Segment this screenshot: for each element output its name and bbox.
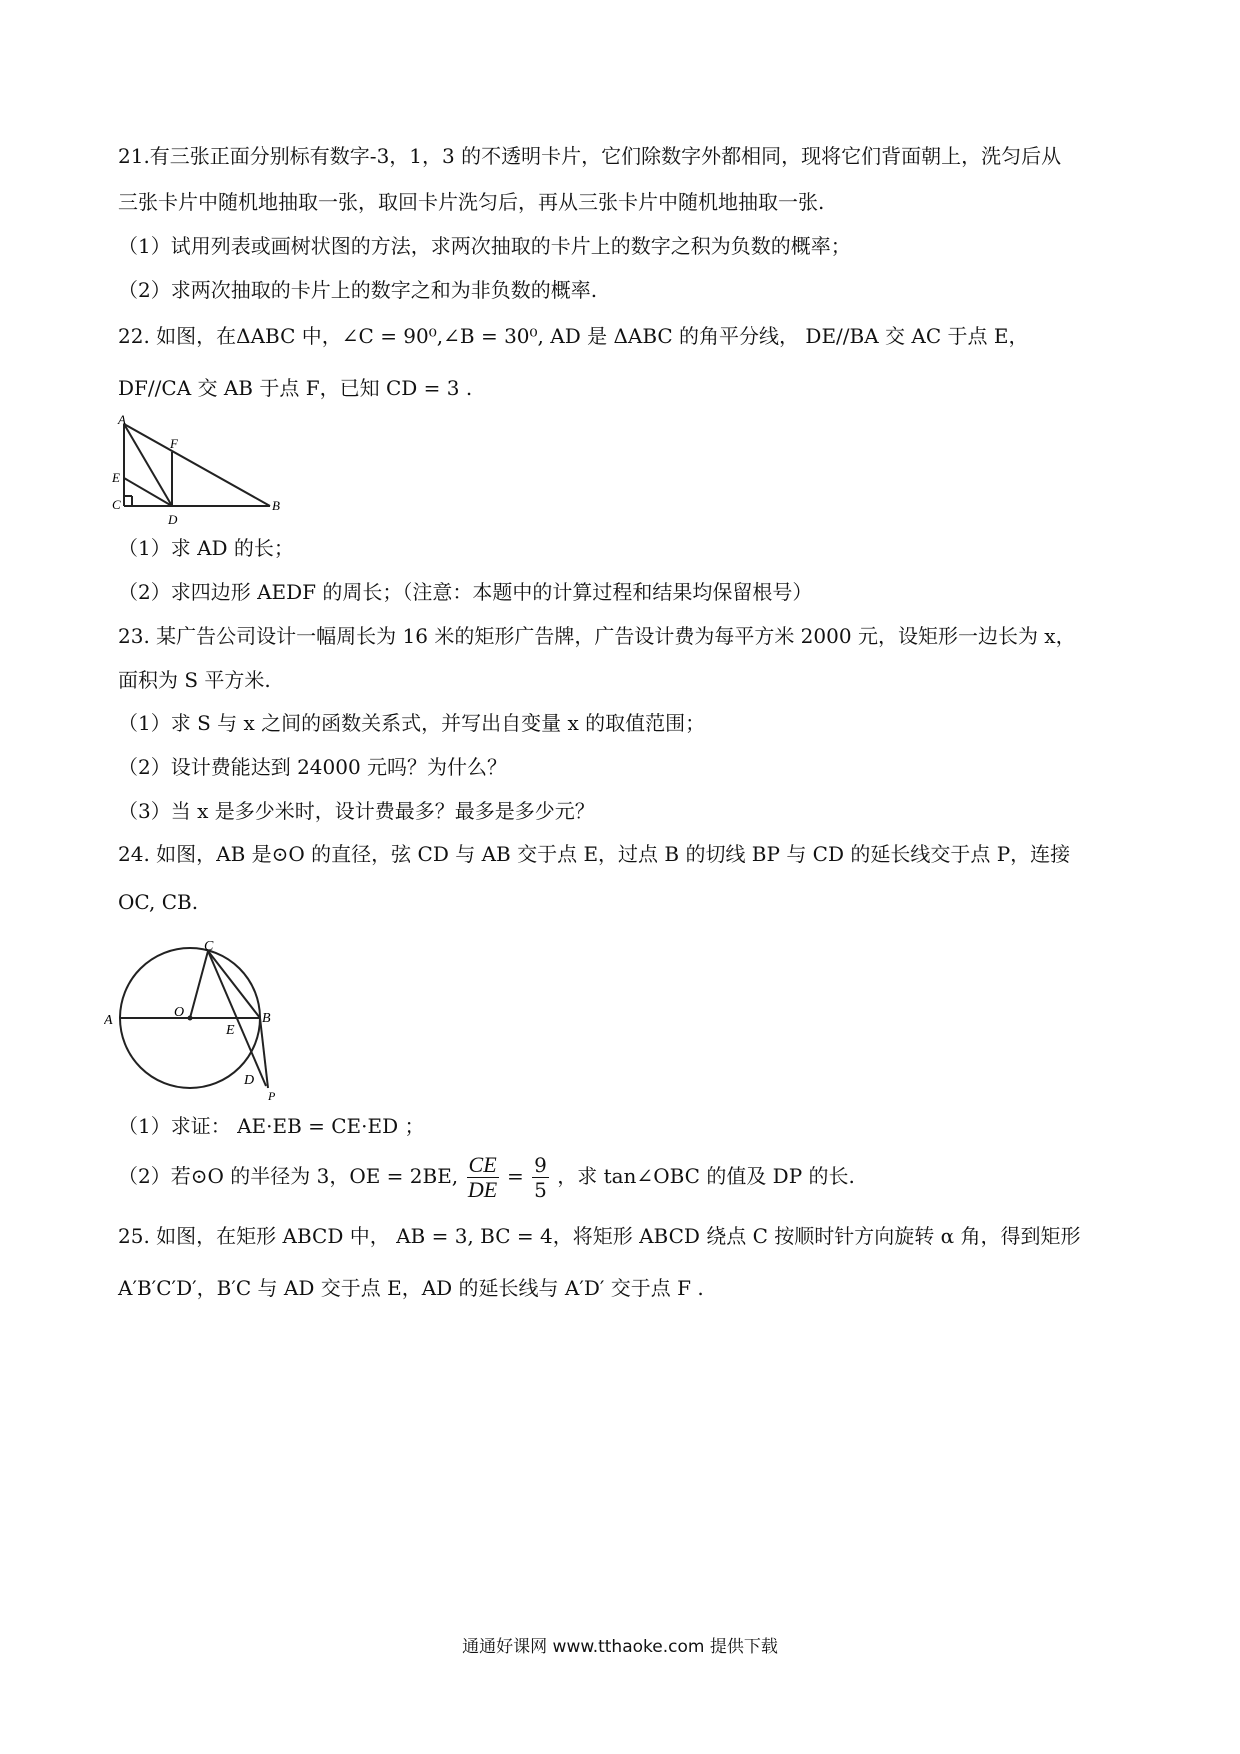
fraction2-denominator: 5 — [534, 1178, 547, 1202]
fraction-ce-de — [467, 1153, 499, 1202]
label-p: P — [268, 1089, 276, 1103]
triangle-figure — [112, 410, 322, 540]
q25-line-2: A′B′C′D′，B′C 与 AD 交于点 E，AD 的延长线与 A′D′ 交于点 F . — [118, 1276, 704, 1300]
label-d: D — [168, 512, 178, 527]
q21-part-1: （1）试用列表或画树状图的方法，求两次抽取的卡片上的数字之积为负数的概率； — [118, 234, 851, 258]
q24-part-2-start: （2）若⊙O 的半径为 3，OE = 2BE, — [118, 1164, 459, 1188]
segment-ad — [124, 424, 172, 506]
label-c: C — [204, 939, 214, 954]
center-dot — [188, 1016, 193, 1021]
q22-line-1: 22. 如图，在ΔABC 中，∠C = 90⁰,∠B = 30⁰, AD 是 ΔABC 的角平分线， DE//BA 交 AC 于点 E， — [118, 324, 1029, 348]
q24-part-2 — [118, 1150, 855, 1202]
q24-part-1: （1）求证： AE·EB = CE·ED ； — [118, 1114, 425, 1138]
fraction-numerator: CE — [468, 1152, 497, 1177]
label-o: O — [174, 1005, 185, 1020]
segment-oc — [190, 951, 208, 1018]
segment-ab — [124, 424, 270, 506]
q22-line-2: DF//CA 交 AB 于点 F，已知 CD = 3 . — [118, 376, 473, 400]
q22-part-1: （1）求 AD 的长； — [118, 536, 294, 560]
fraction-denominator: DE — [467, 1177, 498, 1202]
q24-line-2: OC, CB. — [118, 890, 199, 914]
label-a: A — [118, 412, 126, 427]
fraction2-numerator: 9 — [534, 1153, 547, 1177]
q22-part-2: （2）求四边形 AEDF 的周长；（注意：本题中的计算过程和结果均保留根号） — [118, 580, 813, 604]
page-footer: 通通好课网 www.tthaoke.com 提供下载 — [462, 1637, 778, 1657]
circle-figure — [104, 938, 304, 1108]
q23-part-3: （3）当 x 是多少米时，设计费最多？最多是多少元？ — [118, 799, 595, 823]
q21-line-1: 21.有三张正面分别标有数字-3，1，3 的不透明卡片，它们除数字外都相同，现将它们背面朝上，洗匀后从 — [118, 144, 1062, 168]
equals-sign: = — [507, 1164, 524, 1188]
label-f: F — [170, 436, 178, 451]
q23-line-1: 23. 某广告公司设计一幅周长为 16 米的矩形广告牌，广告设计费为每平方米 2000 元，设矩形一边长为 x， — [118, 624, 1076, 648]
q25-line-1: 25. 如图，在矩形 ABCD 中， AB = 3, BC = 4，将矩形 ABCD 绕点 C 按顺时针方向旋转 α 角，得到矩形 — [118, 1224, 1081, 1248]
q23-part-1: （1）求 S 与 x 之间的函数关系式，并写出自变量 x 的取值范围； — [118, 711, 706, 735]
label-b: B — [262, 1011, 271, 1026]
q21-part-2: （2）求两次抽取的卡片上的数字之和为非负数的概率. — [118, 278, 598, 302]
label-e: E — [112, 470, 120, 485]
label-a: A — [104, 1013, 113, 1028]
q24-line-1: 24. 如图，AB 是⊙O 的直径，弦 CD 与 AB 交于点 E，过点 B 的切线 BP 与 CD 的延长线交于点 P，连接 — [118, 842, 1071, 866]
tangent-bp — [260, 1018, 268, 1088]
q24-part-2-end: ，求 tan∠OBC 的值及 DP 的长. — [557, 1164, 855, 1188]
label-b: B — [272, 498, 280, 513]
q21-line-2: 三张卡片中随机地抽取一张，取回卡片洗匀后，再从三张卡片中随机地抽取一张. — [118, 190, 825, 214]
label-d: D — [244, 1073, 255, 1088]
label-e: E — [226, 1023, 235, 1038]
label-c: C — [112, 497, 121, 512]
q23-line-2: 面积为 S 平方米. — [118, 668, 271, 692]
fraction-9-5 — [532, 1153, 549, 1202]
q23-part-2: （2）设计费能达到 24000 元吗？为什么？ — [118, 755, 508, 779]
